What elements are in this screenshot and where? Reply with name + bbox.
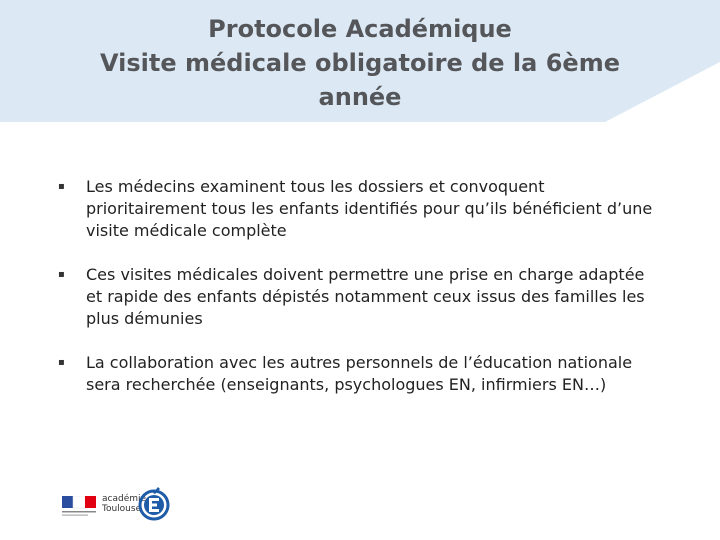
bullet-list	[58, 176, 658, 418]
bullet-text: La collaboration avec les autres personnels de l’éducation nationale sera recherchée (enseignants, psychologues EN, infirmiers EN…)	[86, 353, 633, 394]
footer-logos	[62, 478, 182, 528]
bullet-item	[58, 176, 658, 242]
title-line: Visite médicale obligatoire de la 6ème	[100, 49, 620, 77]
academie-logo	[102, 478, 168, 528]
bullet-text: Les médecins examinent tous les dossiers et convoquent prioritairement tous les enfants identifiés pour qu’ils bénéficient d’une visite médicale complète	[86, 177, 653, 240]
academie-e-emblem-icon	[138, 482, 170, 524]
bullet-item	[58, 352, 658, 396]
marianne-logo	[62, 496, 96, 518]
title-line: Protocole Académique	[208, 15, 512, 43]
slide-title	[0, 12, 720, 114]
square-bullet-icon: ▪	[58, 269, 65, 280]
square-bullet-icon: ▪	[58, 357, 65, 368]
square-bullet-icon: ▪	[58, 181, 65, 192]
academie-logo-line: Toulouse	[102, 504, 142, 514]
bullet-text: Ces visites médicales doivent permettre une prise en charge adaptée et rapide des enfants dépistés notamment ceux issus des familles les plus démunies	[86, 265, 645, 328]
title-line: année	[318, 83, 402, 111]
academie-logo-line: académie	[102, 494, 147, 504]
bullet-item	[58, 264, 658, 330]
